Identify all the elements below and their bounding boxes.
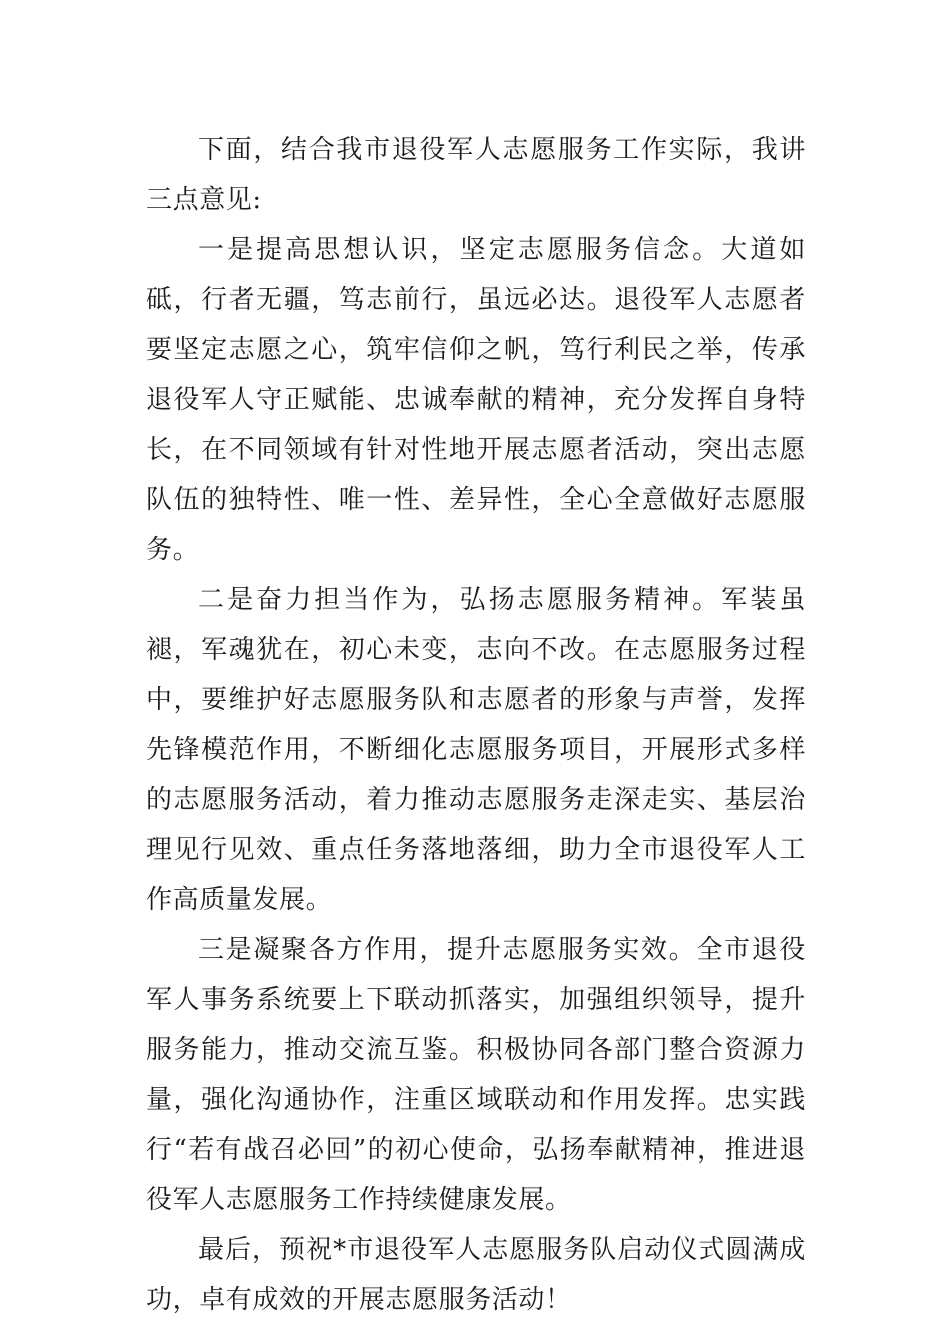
paragraph-closing: 最后，预祝*市退役军人志愿服务队启动仪式圆满成功，卓有成效的开展志愿服务活动！ [146, 1235, 806, 1315]
paragraph-point-two: 二是奋力担当作为，弘扬志愿服务精神。军装虽褪，军魂犹在，初心未变，志向不改。在志愿服务过程中，要维护好志愿服务队和志愿者的形象与声誉，发挥先锋模范作用，不断细化志愿服务项目，开展形式多样的志愿服务活动，着力推动志愿服务走深走实、基层治理见行见效、重点任务落地落细，助力全市退役军人工作高质量发展。 [146, 585, 806, 915]
document-body [146, 125, 806, 1325]
paragraph-point-one: 一是提高思想认识，坚定志愿服务信念。大道如砥，行者无疆，笃志前行，虽远必达。退役军人志愿者要坚定志愿之心，筑牢信仰之帆，笃行利民之举，传承退役军人守正赋能、忠诚奉献的精神，充分发挥自身特长，在不同领域有针对性地开展志愿者活动，突出志愿队伍的独特性、唯一性、差异性，全心全意做好志愿服务。 [146, 235, 806, 565]
paragraph-intro: 下面，结合我市退役军人志愿服务工作实际，我讲三点意见: [146, 135, 806, 215]
paragraph-point-three: 三是凝聚各方作用，提升志愿服务实效。全市退役军人事务系统要上下联动抓落实，加强组织领导，提升服务能力，推动交流互鉴。积极协同各部门整合资源力量，强化沟通协作，注重区域联动和作用发挥。忠实践行“若有战召必回”的初心使命，弘扬奉献精神，推进退役军人志愿服务工作持续健康发展。 [146, 935, 806, 1215]
